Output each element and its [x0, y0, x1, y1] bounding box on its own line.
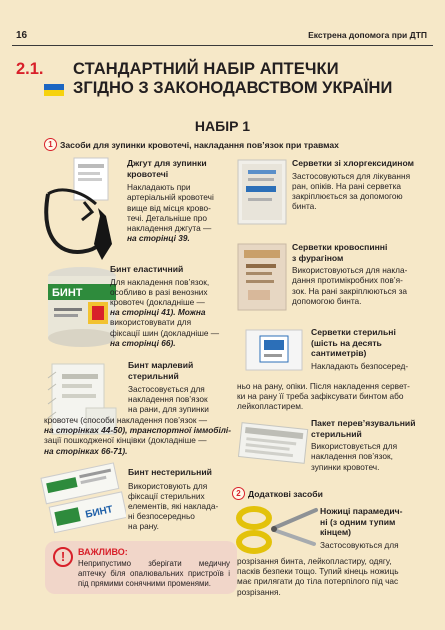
- item-text: кровотеч (докладніше —: [110, 297, 205, 307]
- item-text: особливо в разі венозних: [110, 286, 208, 297]
- item-text: Застосовуються для лікування: [292, 170, 411, 181]
- item-text: накладення пов’язок,: [311, 451, 393, 462]
- bandage-brand-2: БИНТ: [84, 504, 114, 521]
- exclamation-icon: !: [53, 547, 73, 567]
- scissors-item: [320, 506, 424, 550]
- sterile-wipes-desc: [237, 381, 427, 412]
- item-text: фіксації стерильних: [128, 490, 205, 501]
- hemostatic-wipes-item: [292, 242, 426, 306]
- item-text: Накладають при: [127, 182, 191, 193]
- item-text: кровотеч (способи накладення пов’язок —: [44, 415, 208, 425]
- group2-number-badge: 2: [232, 487, 245, 500]
- hemostatic-wipes-image: [234, 240, 290, 314]
- item-text: Використовують для: [128, 480, 208, 491]
- item-text: ран, опіків. На рані серветка: [292, 180, 401, 191]
- tourniquet-title: Джгут для зупинки кровотечі: [127, 158, 207, 179]
- dressing-package-title-l1: Пакет перев’язувальний: [311, 418, 416, 428]
- item-text: використовувати для: [110, 317, 192, 328]
- hemostatic-wipes-title-l2: з фурагіном: [292, 252, 344, 263]
- non-sterile-bandage-title: Бинт нестерильний: [128, 467, 212, 477]
- set-title: НАБІР 1: [194, 118, 251, 134]
- item-text: на сторінках 44-50), транспортної іммобілі-: [44, 425, 231, 436]
- non-sterile-bandage-image: [40, 462, 126, 534]
- item-text: лейкопластирем.: [237, 401, 304, 412]
- group1-number-badge: 1: [44, 138, 57, 151]
- item-text: на сторінках 66-71).: [44, 445, 128, 456]
- gauze-bandage-desc-long: [44, 415, 234, 456]
- section-title-line2: ЗГІДНО З ЗАКОНОДАВСТВОМ УКРАЇНИ: [73, 79, 393, 97]
- scissors-image: [234, 504, 318, 556]
- item-text: зок. На рані закріплюються за: [292, 285, 408, 296]
- item-text: розрізання бинта, лейкопластиру, одягу,: [237, 556, 392, 566]
- non-sterile-bandage-item: [128, 467, 234, 532]
- item-text: Застосовуються для: [320, 539, 399, 550]
- item-text: ньо на рану, опіки. Після накладення сервет-: [237, 381, 410, 391]
- item-text: зації пошкодженої кінцівки (докладніше —: [44, 435, 207, 446]
- item-text: артеріальній кровотечі: [127, 192, 214, 203]
- dressing-package-image: [236, 416, 310, 472]
- section-title-line1: СТАНДАРТНИЙ НАБІР АПТЕЧКИ: [73, 60, 339, 78]
- item-text: ки на рану її треба зафіксувати бинтом або: [237, 391, 404, 402]
- warning-box: [45, 541, 237, 594]
- sterile-wipes-title-l1: Серветки стерильні: [311, 327, 396, 337]
- header-divider: [12, 45, 433, 46]
- item-text: має прилягати до тіла потерпілого під час: [237, 576, 399, 587]
- gauze-bandage-title-l1: Бинт марлевий: [128, 360, 194, 370]
- gauze-bandage-title-l2: стерильний: [128, 370, 179, 381]
- item-text: вище від місця крово-: [127, 202, 211, 213]
- chlorhexidine-wipes-item: [292, 158, 424, 211]
- page-number: 16: [16, 30, 28, 41]
- running-title: Екстрена допомога при ДТП: [308, 30, 427, 40]
- sterile-wipes-title-l2: (шість на десять: [311, 337, 382, 348]
- dressing-package-item: [311, 418, 429, 472]
- warning-text: Неприпустимо зберігати медичну аптечку біля опалювальних пристроїв і під прямими сонячними променями.: [78, 559, 230, 588]
- item-text: дання протимікробних пов’я-: [292, 275, 403, 286]
- item-text: допомогою бинта.: [292, 295, 362, 306]
- item-text: Застосовується для: [128, 384, 205, 394]
- item-text: Накладають безпосеред-: [311, 360, 409, 371]
- elastic-bandage-item: [110, 264, 228, 348]
- item-text: пасків безпеки тощо. Тупий кінець ножиць: [237, 566, 399, 577]
- item-text: Для накладення пов’язок,: [110, 276, 210, 287]
- item-text: течі. Детальніше про: [127, 212, 207, 223]
- ukraine-flag-icon: [44, 84, 64, 96]
- elastic-bandage-title: Бинт еластичний: [110, 264, 184, 274]
- item-text: накладення джгута —: [127, 223, 212, 233]
- group2-title: Додаткові засоби: [248, 489, 323, 499]
- scissors-title-l3: кінцем): [320, 527, 352, 538]
- sterile-wipes-item: [311, 327, 423, 371]
- item-text: елементів, які наклада-: [128, 501, 219, 511]
- tourniquet-image: [40, 156, 124, 262]
- bandage-brand: БИНТ: [52, 287, 83, 299]
- warning-title: ВАЖЛИВО:: [78, 547, 128, 557]
- item-text: фіксації шин (докладніше —: [110, 327, 220, 338]
- scissors-title-l1: Ножиці парамедич-: [320, 506, 403, 516]
- scissors-desc: [237, 556, 427, 597]
- gauze-bandage-desc-short: [128, 384, 228, 415]
- group1-title: Засоби для зупинки кровотечі, накладання пов’язок при травмах: [60, 140, 339, 150]
- item-text: на рани, для зупинки: [128, 404, 209, 415]
- item-text: на сторінці 41). Можна: [110, 307, 206, 318]
- chlorhexidine-wipes-title: Серветки зі хлоргексидином: [292, 158, 414, 168]
- item-text: Використовуються для накла-: [292, 265, 408, 276]
- item-text: закріплюється за допомогою: [292, 191, 403, 201]
- item-text: ні безпосередньо: [128, 511, 195, 522]
- sterile-wipes-title-l3: сантиметрів): [311, 348, 367, 359]
- item-text: на сторінці 39.: [127, 233, 190, 244]
- hemostatic-wipes-title-l1: Серветки кровоспинні: [292, 242, 388, 252]
- item-text: зупинки кровотеч.: [311, 461, 380, 472]
- item-text: на сторінці 66).: [110, 337, 176, 348]
- item-text: накладення пов’язок: [128, 394, 208, 405]
- dressing-package-title-l2: стерильний: [311, 428, 362, 439]
- scissors-title-l2: ні (з одним тупим: [320, 516, 396, 527]
- tourniquet-item: [127, 158, 221, 243]
- section-number: 2.1.: [16, 60, 44, 78]
- item-text: розрізання.: [237, 586, 281, 597]
- chlorhexidine-wipes-image: [234, 156, 290, 228]
- item-text: бинта.: [292, 201, 317, 212]
- item-text: Використовується для: [311, 441, 398, 452]
- sterile-wipes-image: [242, 326, 306, 374]
- item-text: на рану.: [128, 521, 159, 532]
